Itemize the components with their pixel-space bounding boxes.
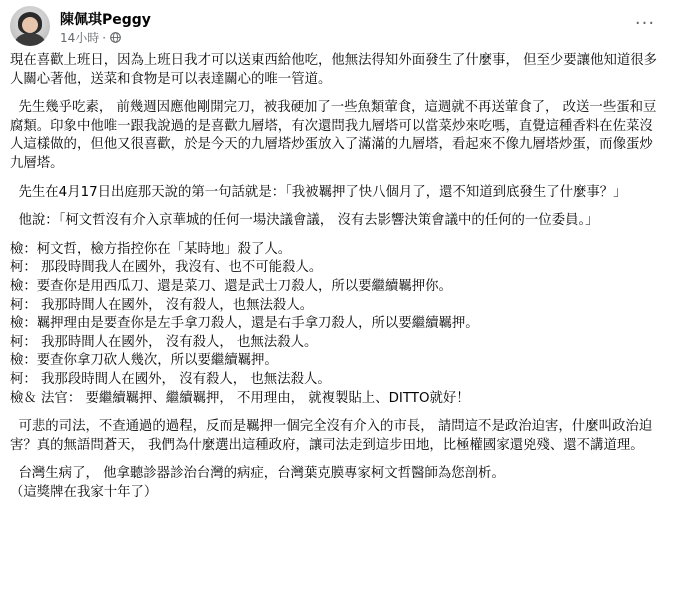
post-closing-2: 台灣生病了， 他拿聽診器診治台灣的病症，台灣葉克膜專家柯文哲醫師為您剖析。	[10, 466, 505, 482]
dialogue-line: 檢：要查你拿刀砍人幾次，所以要繼續羈押。	[10, 353, 278, 369]
post-paragraph-3: 先生在4月17日出庭那天說的第一句話就是：「我被羈押了快八個月了，還不知道到底發生了什麼事？」	[10, 184, 627, 200]
avatar-shoulders	[15, 33, 45, 46]
post-closing-3: （這獎牌在我家十年了）	[10, 484, 158, 500]
post-paragraph-4: 他說：「柯文哲沒有介入京華城的任何一場決議會議， 沒有去影響決策會議中的任何的一位委員。」	[10, 213, 599, 229]
avatar-face	[22, 17, 38, 33]
dialogue-line: 柯： 我那時間人在國外， 沒有殺人，也無法殺人。	[10, 297, 314, 313]
more-options-button[interactable]	[632, 14, 658, 34]
post-paragraph-2: 先生幾乎吃素， 前幾週因應他剛開完刀，被我硬加了一些魚類葷食，這週就不再送葷食了， 改送一些蛋和豆腐類。印象中他唯一跟我說過的是喜歡九層塔，有次還問我九層塔可以當菜炒來吃嗎，直覺這種香料在佐菜沒人這樣做的，但他又很喜歡，於是今天的九層塔炒蛋放入了滿滿的九層塔，看起來不像九層塔炒蛋，而像蛋炒九層塔。	[10, 100, 657, 171]
dialogue-line: 檢：柯文哲，檢方指控你在「某時地」殺了人。	[10, 241, 292, 257]
globe-icon[interactable]	[110, 32, 121, 43]
dialogue-block	[10, 241, 660, 408]
post-meta	[60, 29, 121, 46]
author-avatar[interactable]	[10, 6, 50, 46]
dialogue-line: 柯： 我那時間人在國外， 沒有殺人， 也無法殺人。	[10, 334, 318, 350]
post-closing-1: 可悲的司法，不查通過的過程，反而是羈押一個完全沒有介入的市長， 請問這不是政治迫害，什麼叫政治迫害？真的無語問蒼天， 我們為什麼選出這種政府，讓司法走到這步田地，比極權國家還兇殘、還不講道理。	[10, 419, 653, 453]
dialogue-line: 檢：要查你是用西瓜刀、還是菜刀、還是武士刀殺人，所以要繼續羈押你。	[10, 278, 452, 294]
author-name[interactable]: 陳佩琪Peggy	[60, 12, 151, 28]
meta-separator: ·	[102, 30, 107, 45]
post-header	[10, 6, 664, 48]
dialogue-line: 柯： 我那段時間人在國外， 沒有殺人， 也無法殺人。	[10, 371, 331, 387]
dialogue-line: 檢＆ 法官： 要繼續羈押、繼續羈押， 不用理由， 就複製貼上、DITTO就好！	[10, 390, 470, 406]
dialogue-line: 檢：羈押理由是要查你是左手拿刀殺人，還是右手拿刀殺人，所以要繼續羈押。	[10, 316, 479, 332]
dialogue-line: 柯： 那段時間我人在國外，我沒有、也不可能殺人。	[10, 260, 323, 276]
post-paragraph-1: 現在喜歡上班日，因為上班日我才可以送東西給他吃，他無法得知外面發生了什麼事， 但至少要讓他知道很多人關心著他，送菜和食物是可以表達關心的唯一管道。	[10, 53, 658, 87]
post-body	[10, 52, 660, 502]
post-timestamp[interactable]: 14小時	[60, 31, 100, 45]
more-options-icon: ···	[634, 13, 656, 34]
